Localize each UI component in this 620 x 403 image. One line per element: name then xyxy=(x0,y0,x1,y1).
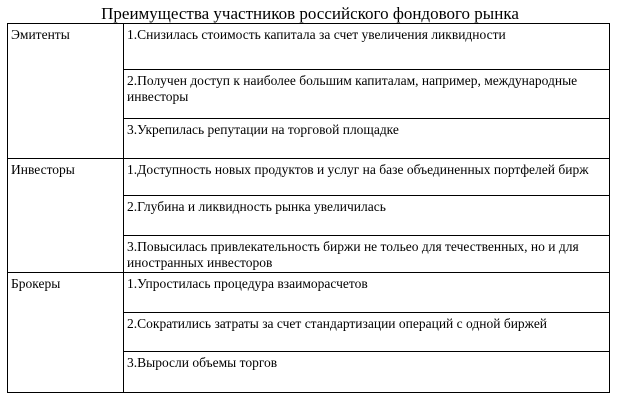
table-row xyxy=(8,273,610,313)
benefit-cell: 3.Укрепилась репутации на торговой площадке xyxy=(124,119,610,159)
benefit-cell: 3.Повысилась привлекательность биржи не тольео для течественных, но и для иностранных инвесторов xyxy=(124,236,610,273)
benefit-cell: 2.Глубина и ликвидность рынка увеличилась xyxy=(124,196,610,236)
participant-cell-brokers: Брокеры xyxy=(8,273,124,393)
benefit-cell: 3.Выросли объемы торгов xyxy=(124,352,610,393)
participant-cell-investors: Инвесторы xyxy=(8,159,124,273)
benefit-cell: 1.Доступность новых продуктов и услуг на базе объединенных портфелей бирж xyxy=(124,159,610,196)
table-row xyxy=(8,24,610,70)
benefit-cell: 1.Снизилась стоимость капитала за счет увеличения ликвидности xyxy=(124,24,610,70)
benefits-table xyxy=(7,23,610,393)
table-row xyxy=(8,159,610,196)
page-title: Преимущества участников российского фондового рынка xyxy=(101,4,519,23)
participant-cell-issuers: Эмитенты xyxy=(8,24,124,159)
benefit-cell: 1.Упростилась процедура взаиморасчетов xyxy=(124,273,610,313)
benefit-cell: 2.Получен доступ к наиболее большим капиталам, например, международные инвесторы xyxy=(124,70,610,119)
benefit-cell: 2.Сократились затраты за счет стандартизации операций с одной биржей xyxy=(124,313,610,352)
